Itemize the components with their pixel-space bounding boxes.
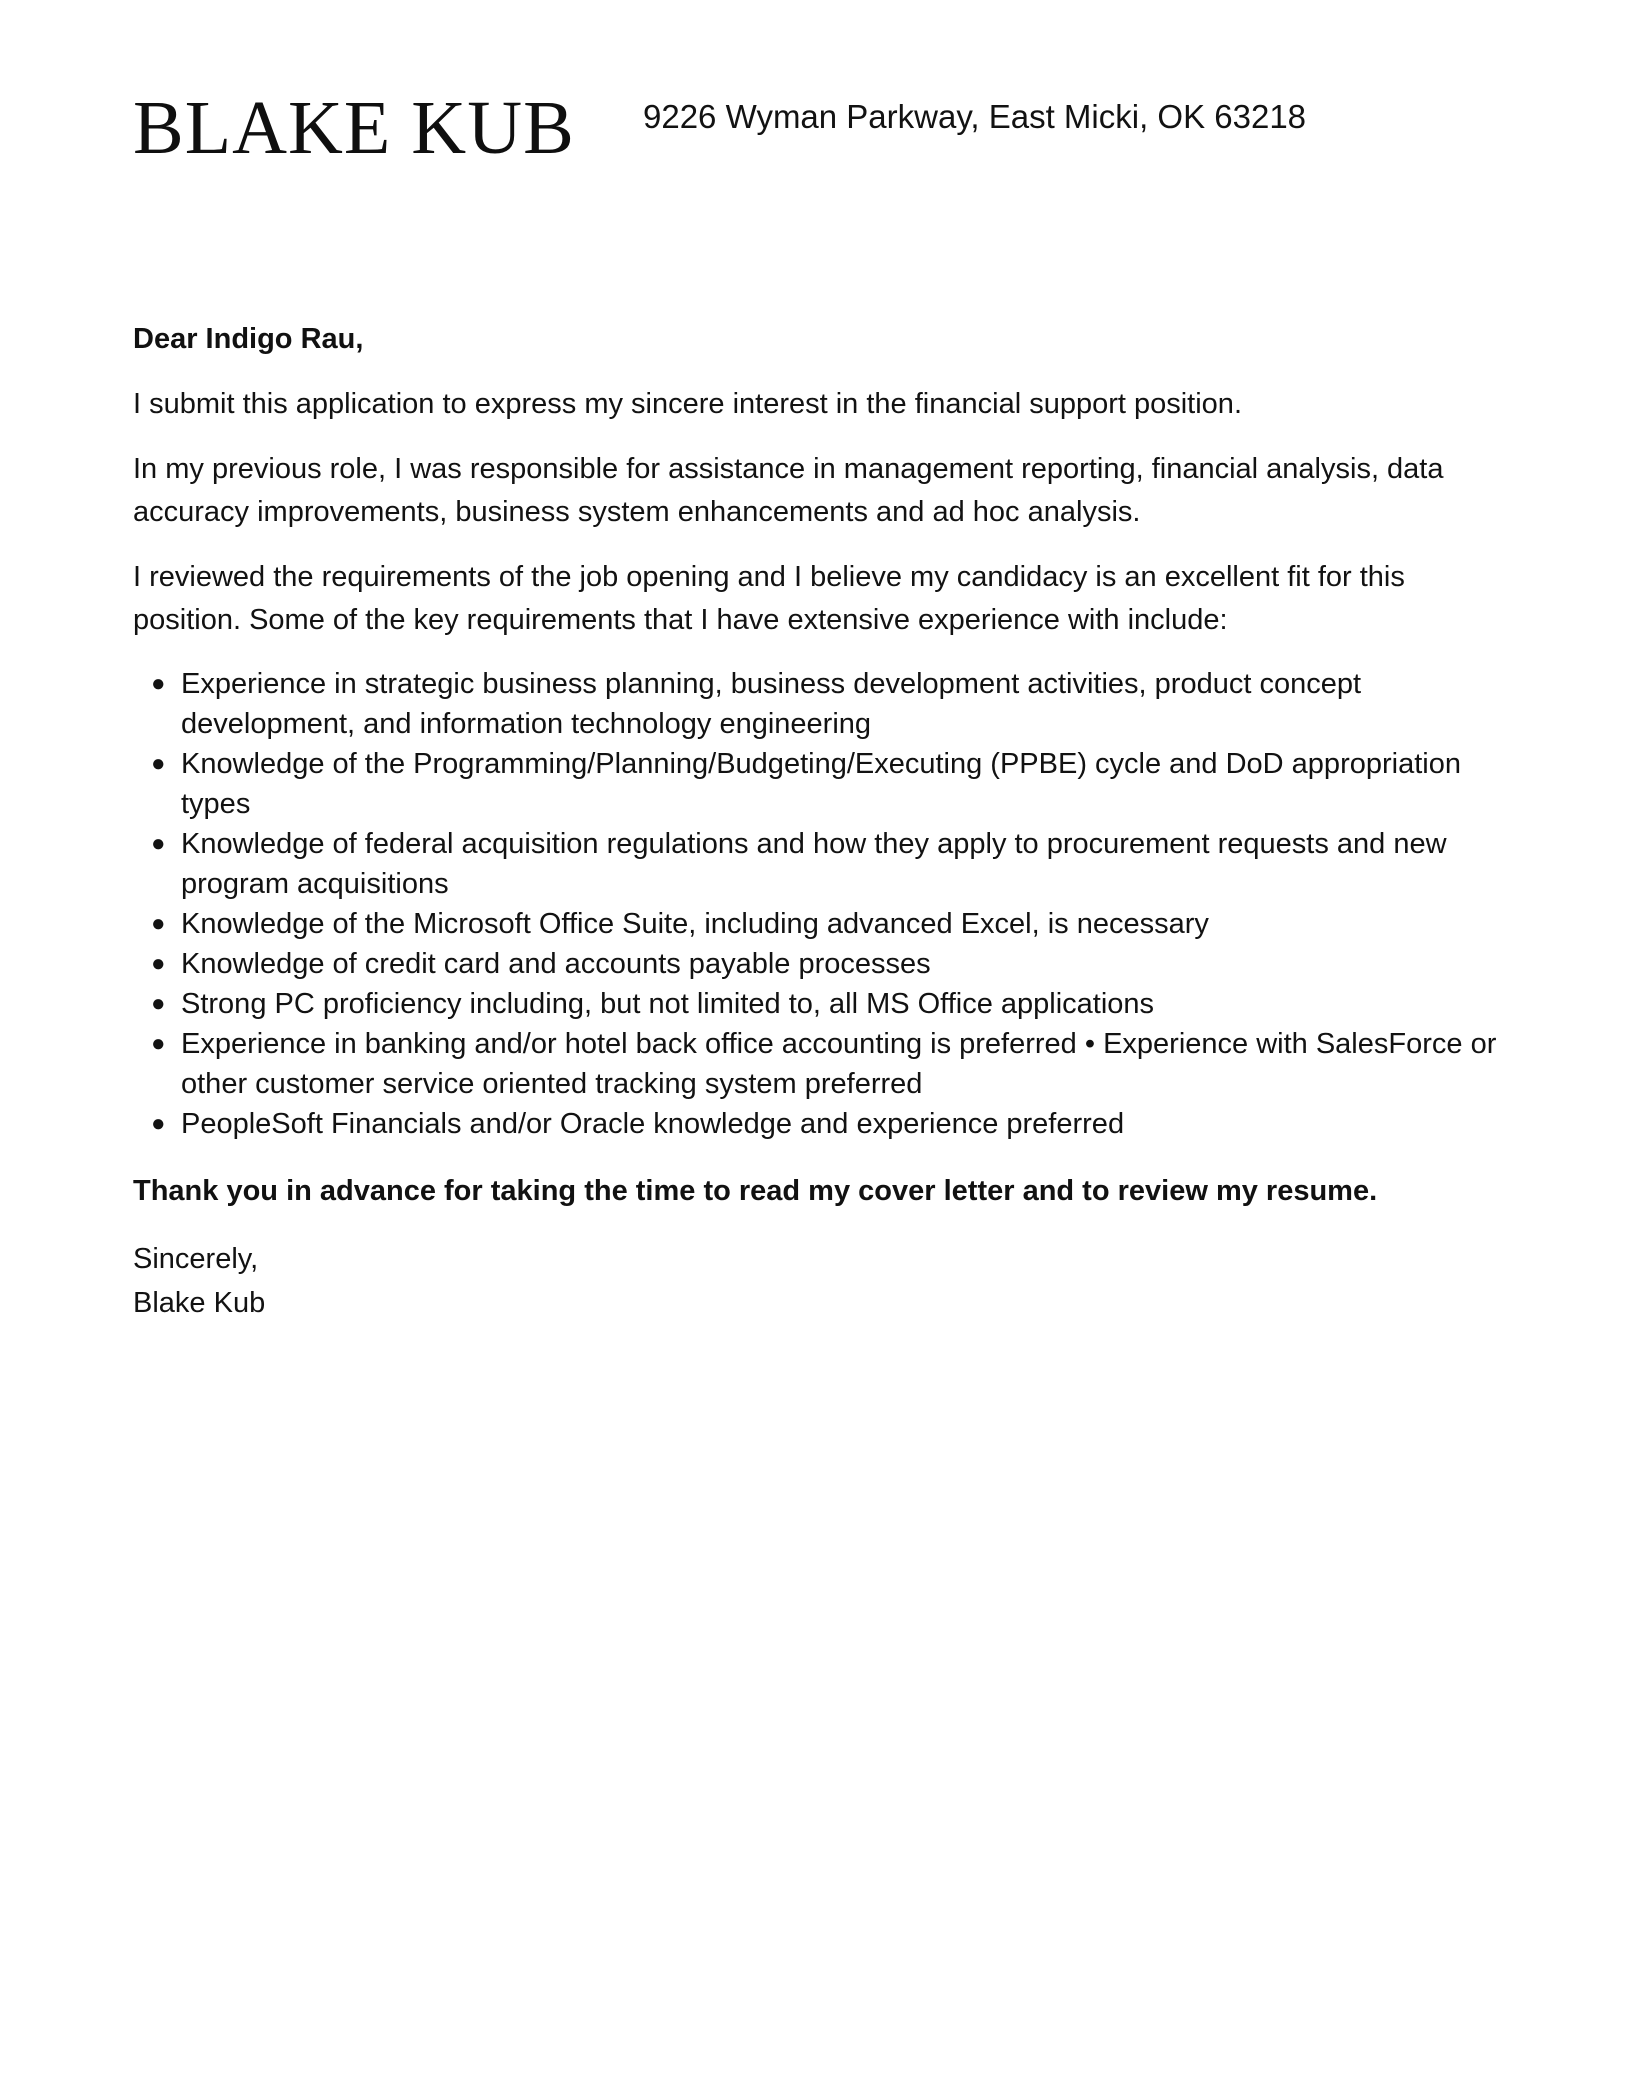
requirement-text: Knowledge of credit card and accounts payable processes: [181, 948, 931, 980]
intro-paragraph: I submit this application to express my sincere interest in the financial support position.: [133, 388, 1242, 420]
letter-header: [133, 88, 1513, 168]
requirement-item: [151, 664, 1513, 744]
requirement-text: Strong PC proficiency including, but not limited to, all MS Office applications: [181, 988, 1155, 1020]
bullet-icon: ●: [151, 990, 166, 1017]
requirement-text: Knowledge of federal acquisition regulations and how they apply to procurement requests and new program acquisitions: [181, 828, 1447, 900]
requirement-text: PeopleSoft Financials and/or Oracle knowledge and experience preferred: [181, 1108, 1125, 1140]
requirement-item: [151, 744, 1513, 824]
salutation: Dear Indigo Rau,: [133, 323, 364, 355]
requirements-list: [133, 664, 1513, 1144]
valediction: Sincerely,: [133, 1243, 259, 1275]
requirement-item: [151, 824, 1513, 904]
applicant-address: 9226 Wyman Parkway, East Micki, OK 63218: [643, 98, 1307, 135]
requirements-intro-paragraph: I reviewed the requirements of the job opening and I believe my candidacy is an excellent fit for this position. Some of the key requirements that I have extensive experience with include:: [133, 561, 1405, 636]
bullet-icon: ●: [151, 830, 166, 857]
bullet-icon: ●: [151, 1030, 166, 1057]
requirement-item: [151, 944, 1513, 984]
applicant-name: BLAKE KUB: [133, 86, 575, 170]
requirement-text: Experience in banking and/or hotel back office accounting is preferred • Experience with SalesForce or other customer service oriented tracking system preferred: [181, 1028, 1497, 1100]
requirement-item: [151, 1104, 1513, 1144]
experience-paragraph: In my previous role, I was responsible for assistance in management reporting, financial analysis, data accuracy improvements, business system enhancements and ad hoc analysis.: [133, 453, 1444, 528]
signature-name: Blake Kub: [133, 1287, 266, 1319]
letter-body: [133, 318, 1513, 1325]
bullet-icon: ●: [151, 910, 166, 937]
bullet-icon: ●: [151, 670, 166, 697]
closing-paragraph: Thank you in advance for taking the time to read my cover letter and to review my resume.: [133, 1175, 1378, 1207]
requirement-text: Experience in strategic business planning, business development activities, product concept development, and information technology engineering: [181, 668, 1362, 740]
requirement-item: [151, 984, 1513, 1024]
requirement-item: [151, 1024, 1513, 1104]
requirement-text: Knowledge of the Programming/Planning/Budgeting/Executing (PPBE) cycle and DoD appropriation types: [181, 748, 1461, 820]
bullet-icon: ●: [151, 1110, 166, 1137]
bullet-icon: ●: [151, 950, 166, 977]
requirement-item: [151, 904, 1513, 944]
requirement-text: Knowledge of the Microsoft Office Suite, including advanced Excel, is necessary: [181, 908, 1209, 940]
bullet-icon: ●: [151, 750, 166, 777]
